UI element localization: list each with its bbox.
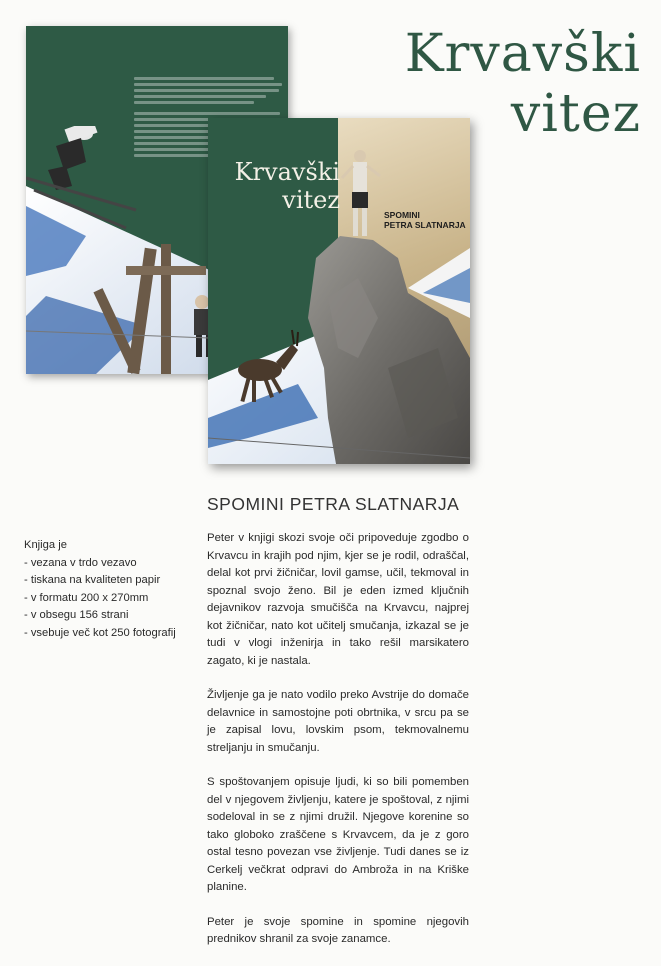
section-heading: SPOMINI PETRA SLATNARJA — [207, 494, 460, 514]
front-cover-subtitle-line1: SPOMINI — [384, 210, 420, 220]
book-info-intro: Knjiga je — [24, 539, 67, 551]
book-front-cover — [208, 118, 470, 464]
book-info — [24, 537, 194, 642]
front-cover-title — [230, 158, 340, 214]
front-cover-subtitle-line2: PETRA SLATNARJA — [384, 220, 466, 230]
book-info-item: - v formatu 200 x 270mm — [24, 591, 149, 604]
body-paragraph: Življenje ga je nato vodilo preko Avstrije do domače delavnice in samostojne poti obrtnika, v srcu pa se je zapisal lovu, lovskim psom, tekmovalnemu streljanju in smučanju. — [207, 689, 469, 754]
page-title-line1: Krvavški — [404, 24, 641, 84]
book-info-item: - v obsegu 156 strani — [24, 609, 129, 621]
front-cover-title-line1: Krvavški — [234, 158, 340, 186]
book-info-item: - vezana v trdo vezavo — [24, 556, 137, 569]
book-info-item: - tiskana na kvaliteten papir — [24, 574, 161, 586]
front-cover-title-line2: vitez — [282, 186, 340, 214]
body-text — [207, 530, 469, 966]
book-info-list — [24, 555, 194, 643]
book-info-item: - vsebuje več kot 250 fotografij — [24, 626, 176, 639]
body-paragraph: S spoštovanjem opisuje ljudi, ki so bili pomemben del v njegovem življenju, katere je spoštoval, z njimi sodeloval in se z njimi družil. Njegove korenine so tako globoko zraščene s Krvavcem, da je z goro ostal tesno povezan vse življenje. Tudi danes se iz Cerkelj večkrat odpravi do Ambroža in na Kriške planine. — [207, 776, 469, 893]
page-title-line2: vitez — [510, 84, 641, 144]
front-cover-subtitle — [384, 210, 470, 230]
man-on-rock-figure — [342, 150, 380, 236]
body-paragraph: Peter je svoje spomine in spomine njegovih prednikov shranil za svoje zanamce. — [207, 915, 469, 945]
body-paragraph: Peter v knjigi skozi svoje oči pripoveduje zgodbo o Krvavcu in krajih pod njim, kjer se je rodil, odraščal, delal kot prvi žičničar, lovil gamse, učil, tekmoval in spoznal svojo ženo. Bil je eden izmed ključnih dejavnikov razvoja smučišča na Krvavcu, najprej kot žičničar, nato kot učitelj smučanja, izkazal se je tudi v vlogi inženirja in tako rešil marsikatero zagato, ki je nastala. — [207, 532, 469, 667]
